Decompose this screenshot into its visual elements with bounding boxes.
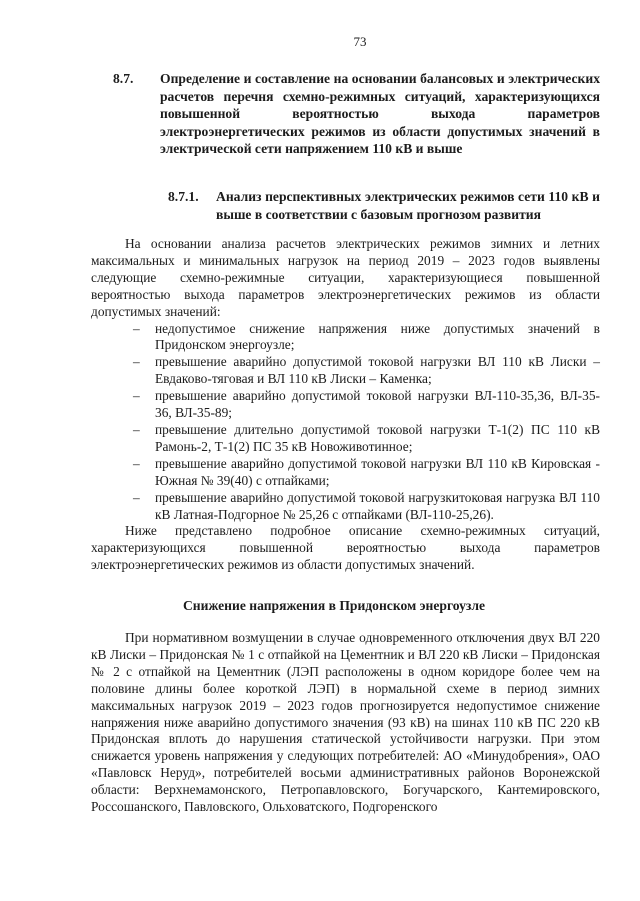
closing-paragraph: Ниже представлено подробное описание схемно-режимных ситуаций, характеризующихся повышенной вероятностью выхода параметров электроэнергетических режимов из области допустимых значений. (91, 523, 600, 573)
list-item (91, 422, 600, 456)
list-item-text: превышение длительно допустимой токовой нагрузки Т-1(2) ПС 110 кВ Рамонь-2, Т-1(2) ПС 35 кВ Новоживотинное; (155, 421, 600, 454)
situations-list (91, 321, 600, 524)
list-dash: – (133, 421, 140, 437)
page-number: 73 (353, 34, 367, 49)
section-title: Определение и составление на основании балансовых и электрических расчетов перечня схемно-режимных ситуаций, характеризующихся повышенной вероятностью выхода параметров электроэнергетических режимов из области допустимых значений в электрической сети напряжением 110 кВ и выше (160, 71, 600, 157)
list-item (91, 456, 600, 490)
list-dash: – (133, 388, 140, 404)
list-item-text: превышение аварийно допустимой токовой нагрузки ВЛ 110 кВ Лиски – Евдаково-тяговая и ВЛ 110 кВ Лиски – Каменка; (155, 354, 600, 387)
list-item-text: превышение аварийно допустимой токовой нагрузки ВЛ 110 кВ Кировская - Южная № 39(40) с отпайками; (155, 455, 600, 488)
detail-paragraph: При нормативном возмущении в случае одновременного отключения двух ВЛ 220 кВ Лиски – Придонская № 1 с отпайкой на Цементник и ВЛ 220 кВ Лиски – Придонская № 2 с отпайкой на Цементник (ЛЭП расположены в одном коридоре более чем на половине длины более короткой ЛЭП) в нормальной схеме в период зимних максимальных нагрузок 2019 – 2023 годов прогнозируется недопустимое снижение напряжения ниже аварийно допустимого значения (93 кВ) на шинах 110 кВ ПС 220 кВ Придонская вплоть до нарушения статической устойчивости нагрузки. При этом снижается уровень напряжения у следующих потребителей: АО «Минудобрения», ОАО «Павловск Неруд», потребителей восьми административных районов Воронежской области: Верхнемамонского, Петропавловского, Богучарского, Кантемировского, Россошанского, Павловского, Ольховатского, Подгоренского (91, 630, 600, 815)
detail-block (91, 630, 600, 816)
section-number: 8.7. (113, 71, 134, 86)
subsection-number: 8.7.1. (168, 189, 199, 204)
subheading: Снижение напряжения в Придонском энергоузле (182, 598, 486, 613)
list-item-text: превышение аварийно допустимой токовой нагрузкитоковая нагрузка ВЛ 110 кВ Латная-Подгорное № 25,26 с отпайками (ВЛ-110-25,26). (155, 489, 600, 522)
list-item (91, 354, 600, 388)
subsection-heading (168, 188, 600, 223)
section-heading (113, 70, 600, 158)
list-dash: – (133, 354, 140, 370)
list-item-text: недопустимое снижение напряжения ниже допустимых значений в Придонском энергоузле; (155, 320, 600, 353)
subsection-title: Анализ перспективных электрических режимов сети 110 кВ и выше в соответствии с базовым прогнозом развития (216, 189, 600, 222)
analysis-block (91, 236, 600, 574)
list-dash: – (133, 455, 140, 471)
list-item (91, 490, 600, 524)
intro-paragraph: На основании анализа расчетов электрических режимов зимних и летних максимальных и минимальных нагрузок на период 2019 – 2023 годов выявлены следующие схемно-режимные ситуации, характеризующиеся повышенной вероятностью выхода параметров электроэнергетических режимов из области допустимых значений: (91, 236, 600, 319)
list-item (91, 388, 600, 422)
list-item-text: превышение аварийно допустимой токовой нагрузки ВЛ-110-35,36, ВЛ-35-36, ВЛ-35-89; (155, 388, 600, 421)
list-dash: – (133, 489, 140, 505)
list-dash: – (133, 320, 140, 336)
list-item (91, 321, 600, 355)
